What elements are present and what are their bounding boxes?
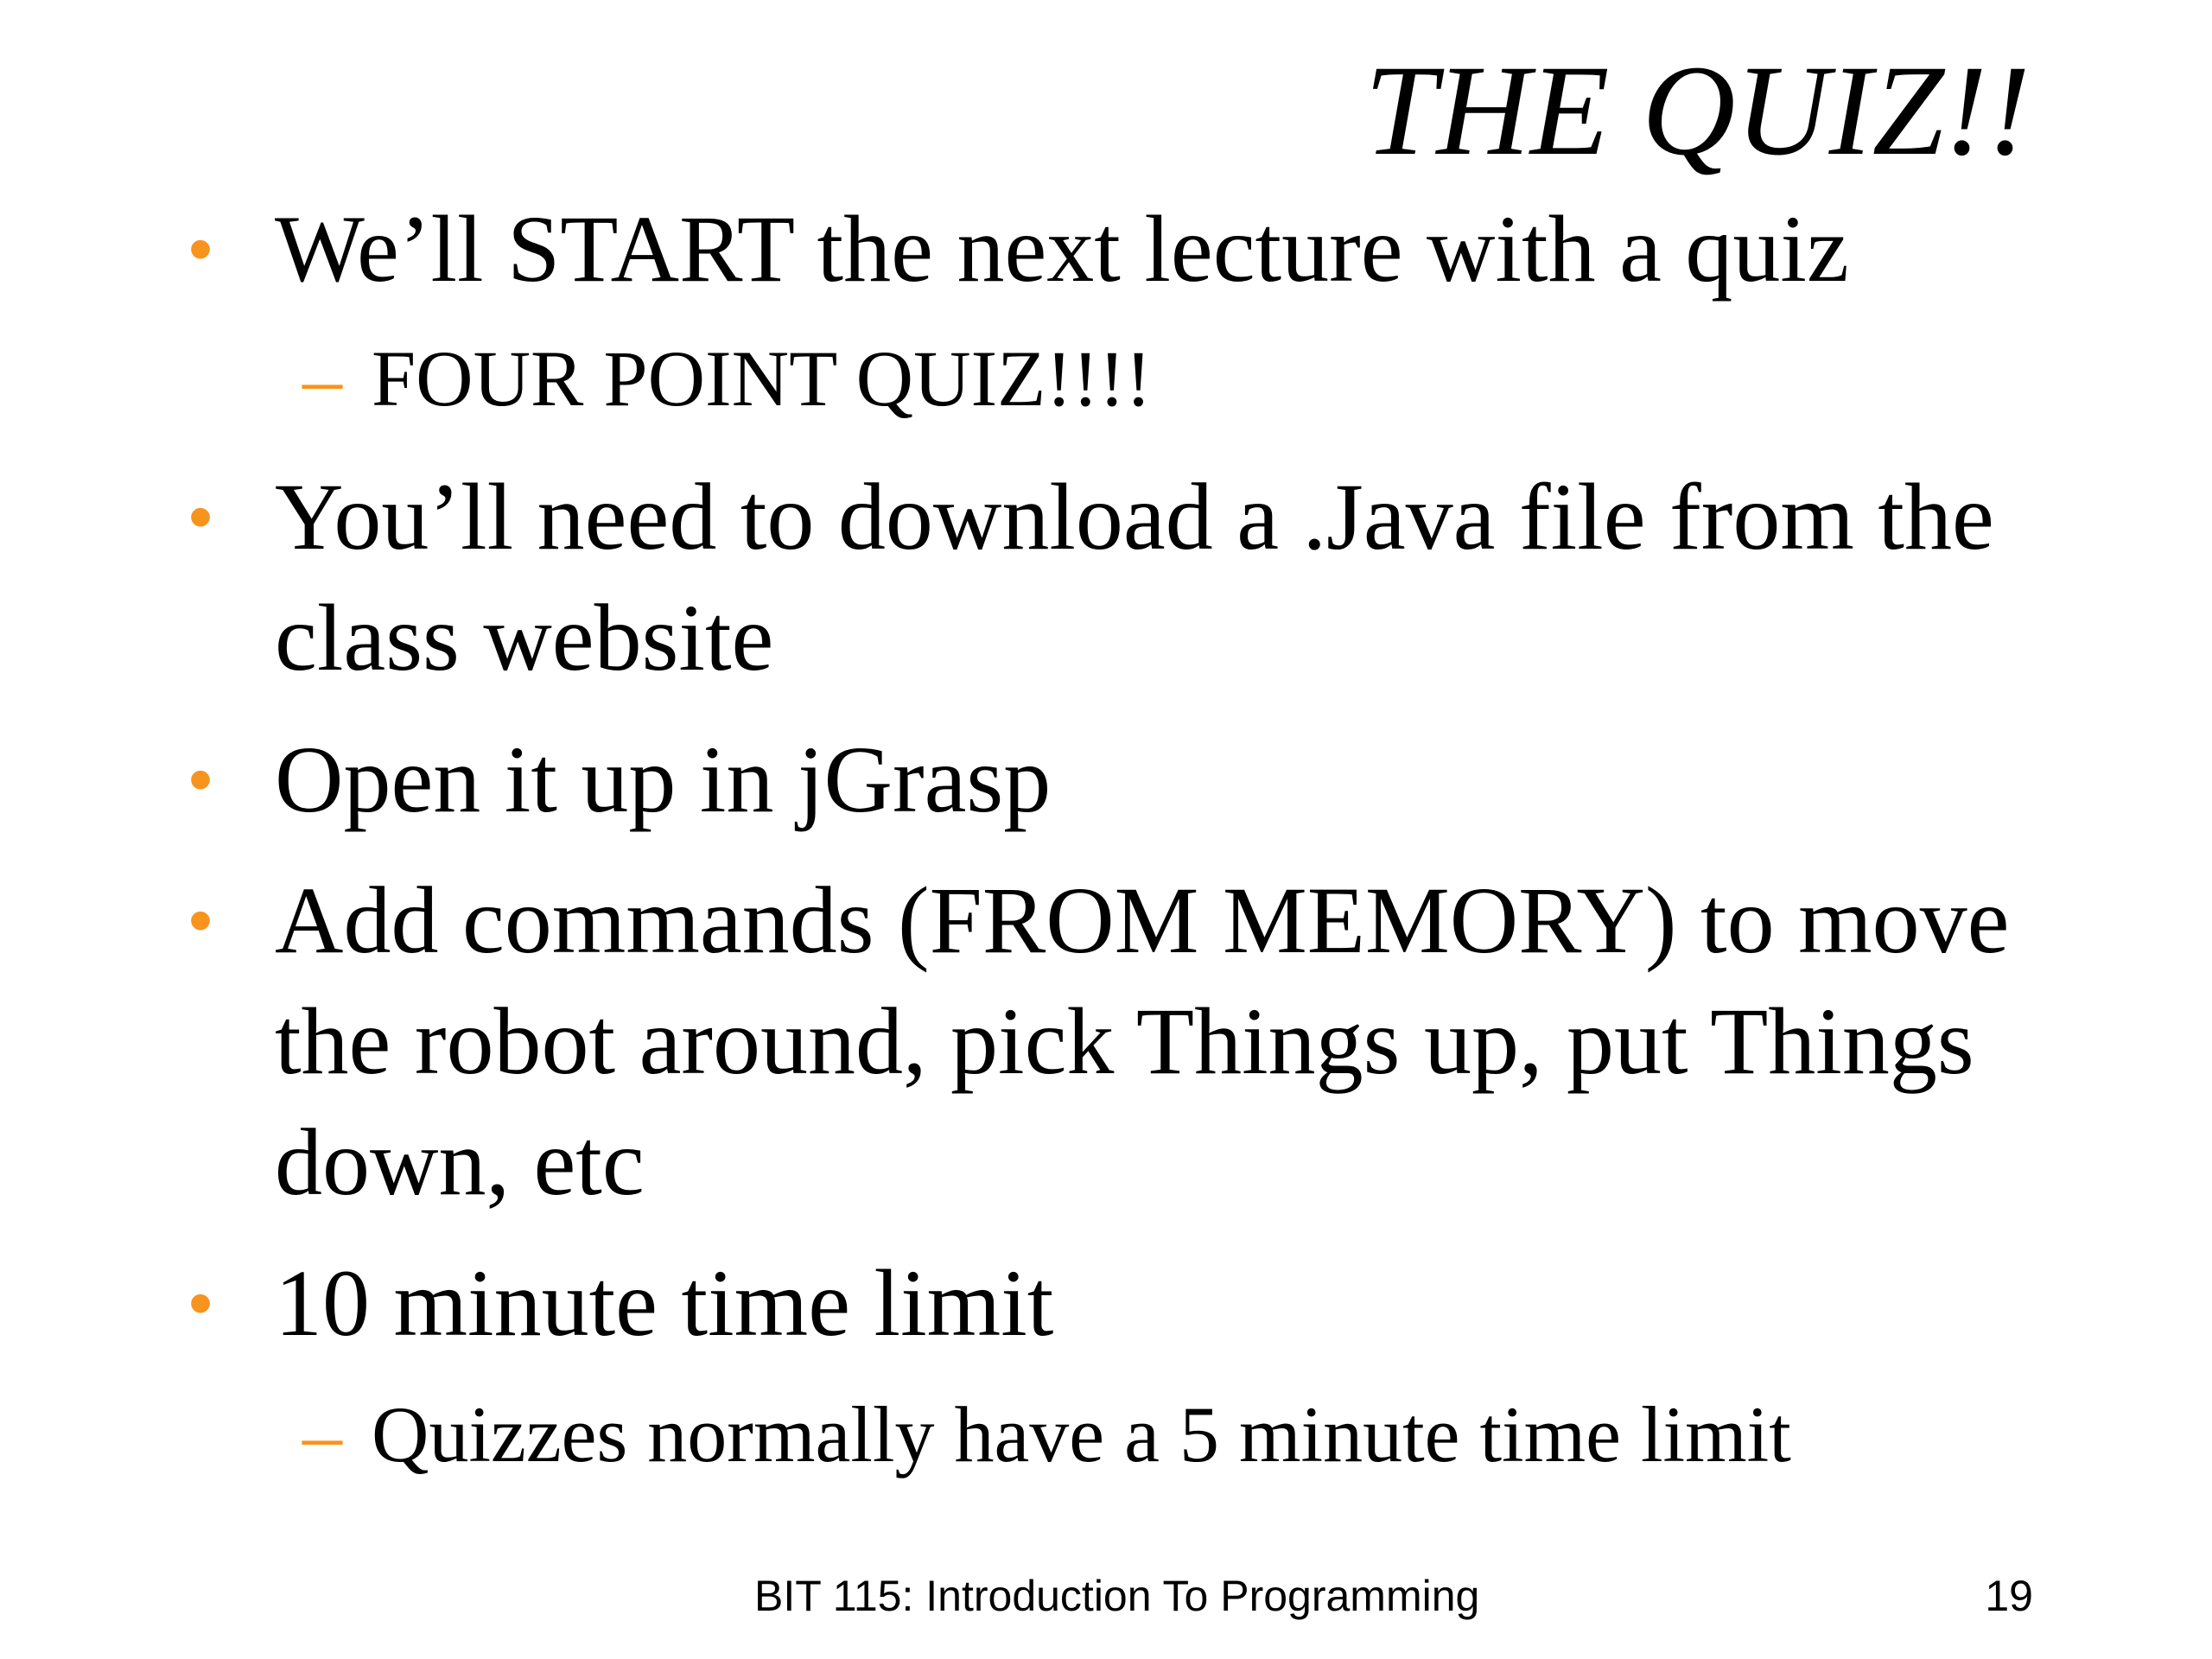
bullet-text: Open it up in jGrasp	[275, 727, 1052, 832]
bullet-marker: •	[188, 210, 213, 287]
bullet-marker: •	[188, 1264, 213, 1341]
bullet-item	[188, 719, 2055, 840]
dash-marker: –	[302, 1390, 342, 1478]
bullet-text: 10 minute time limit	[275, 1250, 1054, 1356]
bullet-marker: •	[188, 741, 213, 817]
bullet-text: We’ll START the next lecture with a quiz	[275, 196, 1849, 302]
bullet-item	[188, 456, 2055, 698]
bullet-item	[188, 860, 2055, 1223]
sub-bullet-text: Quizzes normally have a 5 minute time limit	[372, 1390, 1791, 1478]
bullet-item	[188, 188, 2055, 309]
bullet-marker: •	[188, 478, 213, 555]
bullet-marker: •	[188, 881, 213, 958]
bullet-text: You’ll need to download a .Java file from the class website	[275, 464, 1994, 690]
sub-bullet-item	[302, 327, 2056, 430]
sub-bullet-item	[302, 1382, 2056, 1486]
footer-course-title: BIT 115: Introduction To Programming	[754, 1572, 1480, 1620]
dash-marker: –	[302, 334, 342, 423]
bullet-text: Add commands (FROM MEMORY) to move the robot around, pick Things up, put Things down, etc	[275, 868, 2010, 1215]
slide-title: THE QUIZ!!	[1364, 39, 2031, 182]
bullet-item	[188, 1243, 2055, 1363]
sub-bullet-text: FOUR POINT QUIZ!!!!	[372, 334, 1152, 423]
slide-number: 19	[1985, 1572, 2033, 1620]
